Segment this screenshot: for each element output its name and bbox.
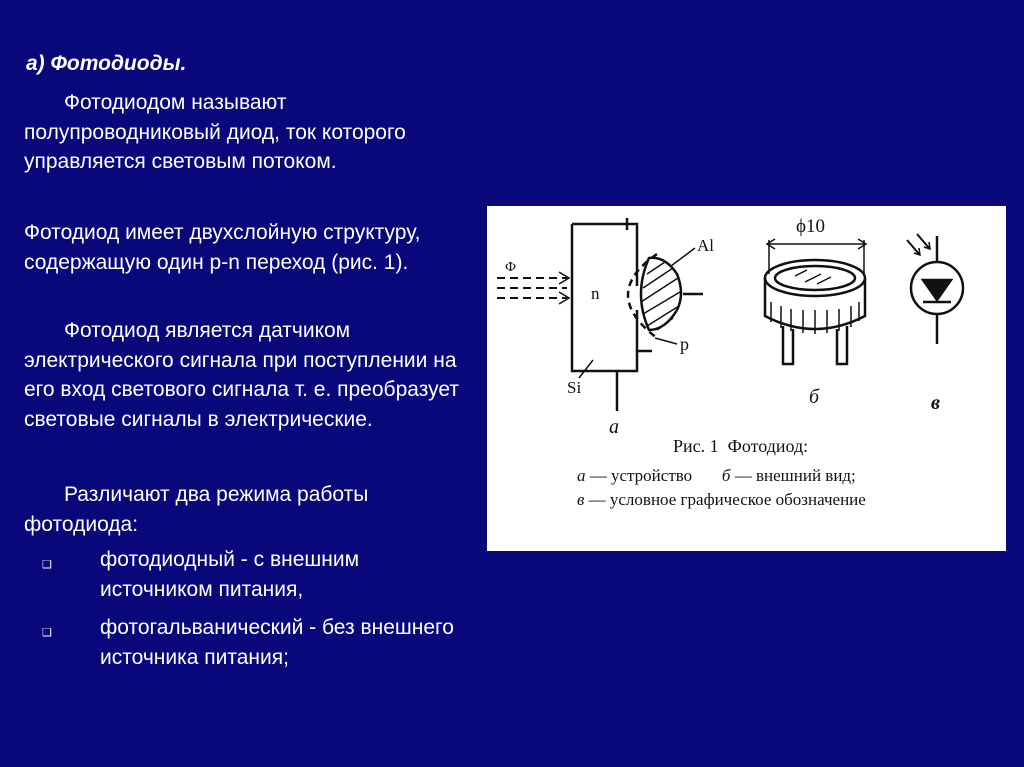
list-item-mode-photovoltaic: фотогальванический - без внешнего источника питания; xyxy=(100,616,454,669)
figure-caption-items-ab: а — устройство б — внешний вид; xyxy=(577,466,856,485)
label-a: а xyxy=(609,416,619,438)
paragraph-definition: Фотодиодом называют полупроводниковый диод, ток которого управляется световым потоком. xyxy=(24,91,406,173)
paragraph-structure: Фотодиод имеет двухслойную структуру, содержащую один p-n переход (рис. 1). xyxy=(24,221,421,274)
label-p: p xyxy=(680,334,689,354)
figure-caption-item-v: в — условное графическое обозначение xyxy=(577,490,866,509)
label-phi: Ф xyxy=(505,260,517,275)
label-b: б xyxy=(809,386,820,408)
figure-caption-title: Рис. 1 Фотодиод: xyxy=(673,436,809,456)
paragraph-modes: Различают два режима работы фотодиода: xyxy=(24,483,369,536)
hollow-square-bullet-icon: ❑ xyxy=(42,627,52,639)
diode-symbol-diagram xyxy=(907,234,963,344)
slide-heading: а) Фотодиоды. xyxy=(26,52,187,75)
external-view-diagram xyxy=(765,239,866,364)
label-diameter: ϕ10 xyxy=(796,216,826,237)
label-si: Si xyxy=(567,378,582,397)
hollow-square-bullet-icon: ❑ xyxy=(42,559,52,571)
paragraph-sensor: Фотодиод является датчиком электрического сигнала при поступлении на его вход светового сигнала т. е. преобразует световые сигналы в электрические. xyxy=(24,319,459,431)
device-structure-diagram xyxy=(497,218,703,411)
label-v: в xyxy=(931,392,940,414)
photodiode-figure xyxy=(487,206,1006,551)
label-n: n xyxy=(591,284,600,303)
list-item-mode-photodiode: фотодиодный - с внешним источником питания, xyxy=(100,548,360,601)
label-al: Al xyxy=(697,236,714,255)
